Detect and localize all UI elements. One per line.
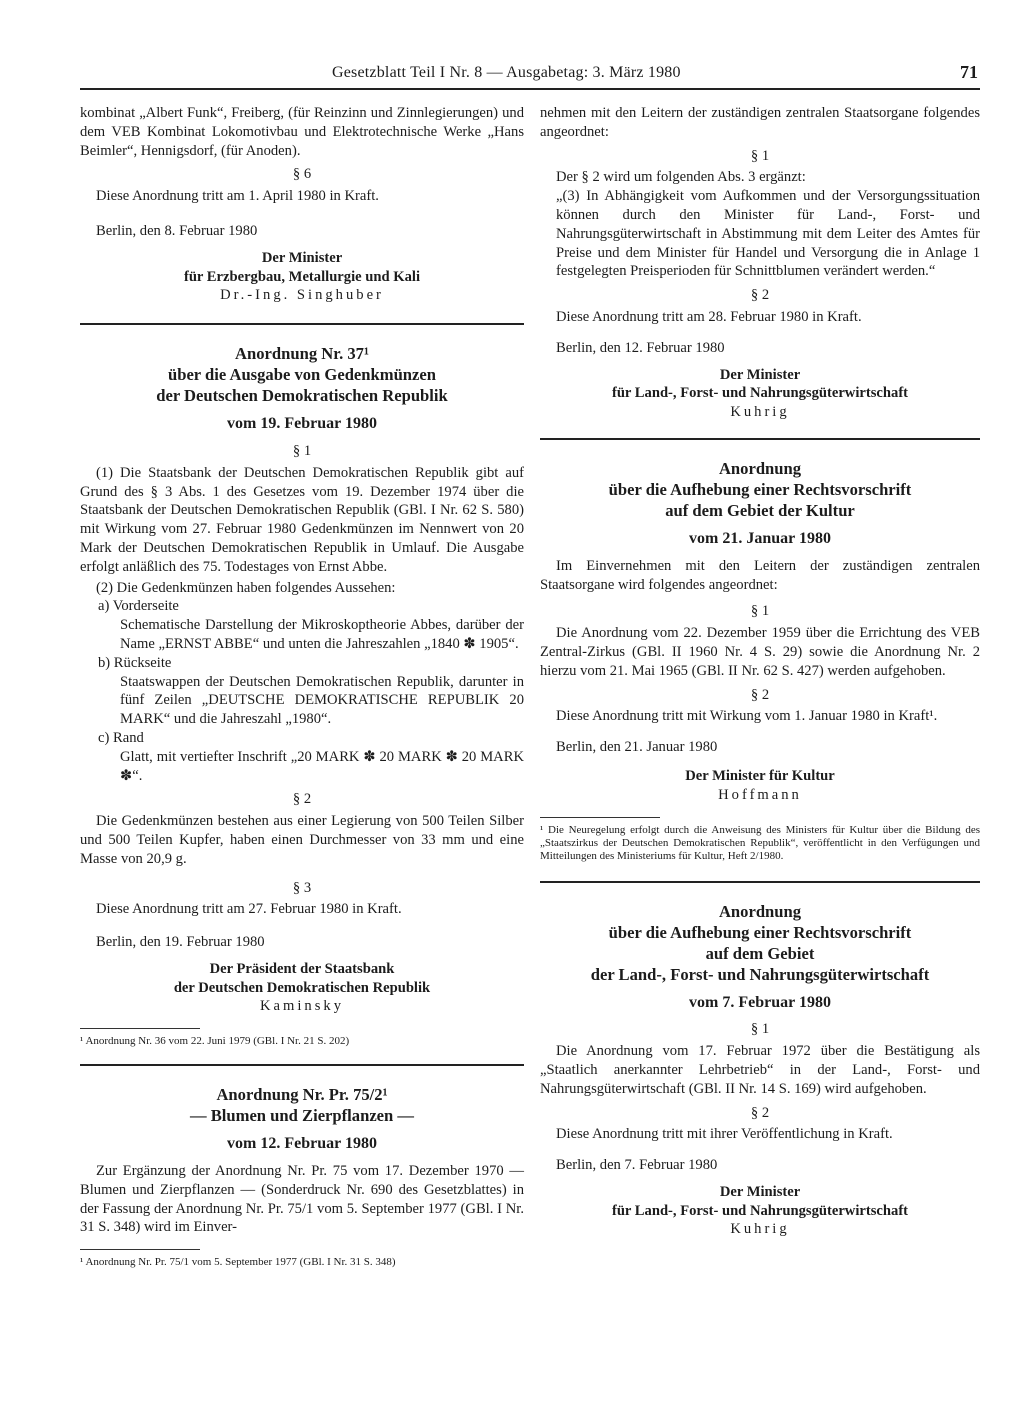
section-heading: § 2 bbox=[292, 791, 312, 808]
quoted-paragraph: „(3) In Abhängigkeit vom Aufkommen und der Versorgungssituation können durch den Minister für Land-, Forst- und Nahrungsgüterwirtschaft in Abstimmung mit dem Leiter des Amtes für Preise und dem Minister für Handel und Versorgung die in Anlage 1 festgelegten Preisperioden für Schnittblumen verändert werden.“ bbox=[556, 188, 980, 280]
section-heading: § 1 bbox=[750, 147, 770, 164]
footnote-rule bbox=[80, 1028, 200, 1029]
section-text: Diese Anordnung tritt mit ihrer Veröffentlichung in Kraft. bbox=[556, 1126, 893, 1143]
section-text: (2) Die Gedenkmünzen haben folgendes Aussehen: bbox=[96, 579, 396, 596]
section-heading: § 2 bbox=[750, 287, 770, 304]
section-text: Diese Anordnung tritt am 27. Februar 1980 in Kraft. bbox=[96, 901, 402, 918]
section-heading: § 1 bbox=[292, 442, 312, 459]
signer-name: Kuhrig bbox=[730, 404, 790, 421]
decree-title: auf dem Gebiet der Kultur bbox=[665, 500, 855, 520]
decree-date: vom 12. Februar 1980 bbox=[227, 1135, 377, 1153]
continuation-text: kombinat „Albert Funk“, Freiberg, (für Reinzinn und Zinnlegierungen) und dem VEB Kombinat Lokomotivbau und Elektrotechnische Werke „Hans Beimler“, Hennigsdorf, (für Anoden). bbox=[80, 105, 524, 159]
section-text: Die Anordnung vom 22. Dezember 1959 über die Errichtung des VEB Zentral-Zirkus (GBl. II 1960 Nr. 4 S. 29) sowie die Anordnung Nr. 2 hierzu vom 21. Mai 1965 (GBl. II Nr. 62 S. 427) werden aufgehoben. bbox=[540, 625, 980, 679]
section-divider bbox=[540, 881, 980, 883]
signature-title: Der Minister bbox=[719, 366, 801, 383]
list-text: Glatt, mit vertiefter Inschrift „20 MARK ✽ 20 MARK ✽ 20 MARK ✽“. bbox=[120, 748, 524, 784]
page-number: 71 bbox=[960, 62, 978, 82]
section-heading: § 6 bbox=[292, 166, 312, 183]
decree-37 bbox=[80, 343, 524, 1048]
continuation-text: nehmen mit den Leitern der zuständigen zentralen Staatsorgane folgendes angeordnet: bbox=[540, 105, 980, 140]
signer-name: Kaminsky bbox=[260, 998, 344, 1015]
decree-title: Anordnung Nr. Pr. 75/2¹ bbox=[216, 1085, 388, 1105]
list-text: Staatswappen der Deutschen Demokratischen Republik, darunter in fünf Zeilen „DEUTSCHE DEMOKRATISCHE REPUBLIK 20 MARK“ und die Jahreszahl „1980“. bbox=[120, 673, 524, 728]
section-text: Diese Anordnung tritt am 1. April 1980 in Kraft. bbox=[96, 188, 379, 205]
signature-title: Der Minister bbox=[719, 1183, 801, 1200]
section-heading: § 3 bbox=[292, 879, 312, 896]
decree-date: vom 7. Februar 1980 bbox=[689, 993, 831, 1011]
list-label: b) Rückseite bbox=[98, 654, 172, 671]
footnote: ¹ Die Neuregelung erfolgt durch die Anweisung des Ministers für Kultur über die Bildung des „Staatszirkus der Deutschen Demokratischen Republik“, veröffentlicht in den Verfügungen und Mitteilungen des Ministeriums für Kultur, Heft 2/1980. bbox=[540, 823, 980, 862]
section-heading: § 1 bbox=[750, 1021, 770, 1038]
decree-pr-75-2 bbox=[80, 1084, 524, 1269]
signature-title: für Land-, Forst- und Nahrungsgüterwirtschaft bbox=[611, 385, 909, 402]
decree-title: auf dem Gebiet bbox=[705, 943, 815, 963]
decree-title: über die Ausgabe von Gedenkmünzen bbox=[167, 365, 436, 385]
place-date: Berlin, den 7. Februar 1980 bbox=[556, 1157, 718, 1174]
decree-title: der Land-, Forst- und Nahrungsgüterwirtschaft bbox=[590, 964, 930, 984]
place-date: Berlin, den 12. Februar 1980 bbox=[556, 339, 725, 356]
section-divider bbox=[80, 323, 524, 325]
footnote: ¹ Anordnung Nr. Pr. 75/1 vom 5. September 1977 (GBl. I Nr. 31 S. 348) bbox=[80, 1256, 396, 1269]
page-header bbox=[80, 62, 980, 90]
footnote-rule bbox=[540, 817, 660, 818]
signature-title: Der Minister bbox=[261, 249, 343, 266]
signer-name: Hoffmann bbox=[718, 786, 802, 803]
section-text: Diese Anordnung tritt am 28. Februar 1980 in Kraft. bbox=[556, 308, 862, 325]
signature-title: der Deutschen Demokratischen Republik bbox=[173, 979, 431, 996]
footnote-rule bbox=[80, 1249, 200, 1250]
signer-name: Kuhrig bbox=[730, 1221, 790, 1238]
list-label: a) Vorderseite bbox=[98, 598, 179, 615]
list-label: c) Rand bbox=[98, 729, 144, 746]
decree-lehrbetrieb bbox=[540, 901, 980, 1240]
decree-title: der Deutschen Demokratischen Republik bbox=[156, 386, 448, 406]
section-text: (1) Die Staatsbank der Deutschen Demokratischen Republik gibt auf Grund des § 3 Abs. 1 des Gesetzes vom 19. Dezember 1974 über die Staatsbank der Deutschen Demokratischen Republik (GBl. I Nr. 62 S. 580) mit Wirkung vom 27. Februar 1980 Gedenkmünzen im Nennwert von 20 Mark der Deutschen Demokratischen Republik in Umlauf. Die Ausgabe erfolgt anläßlich des 75. Todestages von Ernst Abbe. bbox=[80, 464, 524, 575]
section-text: Zur Ergänzung der Anordnung Nr. Pr. 75 vom 17. Dezember 1970 — Blumen und Zierpflanzen — (Sonderdruck Nr. 690 des Gesetzblattes) in der Fassung der Anordnung Nr. Pr. 75/1 vom 5. September 1977 (GBl. I Nr. 31 S. 348) wird im Einver- bbox=[80, 1163, 524, 1236]
section-heading: § 2 bbox=[750, 686, 770, 703]
section-text: Die Gedenkmünzen bestehen aus einer Legierung von 500 Teilen Silber und 500 Teilen Kupfer, haben einen Durchmesser von 33 mm und eine Masse von 20,9 g. bbox=[80, 813, 524, 867]
footnote: ¹ Anordnung Nr. 36 vom 22. Juni 1979 (GBl. I Nr. 21 S. 202) bbox=[80, 1035, 350, 1048]
section-text: Im Einvernehmen mit den Leitern der zuständigen zentralen Staatsorgane wird folgendes angeordnet: bbox=[540, 557, 980, 593]
decree-title: Anordnung Nr. 37¹ bbox=[235, 344, 369, 364]
section-heading: § 1 bbox=[750, 603, 770, 620]
place-date: Berlin, den 8. Februar 1980 bbox=[96, 222, 258, 239]
decree-date: vom 19. Februar 1980 bbox=[227, 415, 377, 433]
section-text: Diese Anordnung tritt mit Wirkung vom 1. Januar 1980 in Kraft¹. bbox=[556, 708, 938, 725]
signer-name: Dr.-Ing. Singhuber bbox=[220, 287, 384, 304]
signature-title: Der Präsident der Staatsbank bbox=[209, 960, 395, 977]
decree-title: — Blumen und Zierpflanzen — bbox=[189, 1106, 415, 1126]
section-text: Die Anordnung vom 17. Februar 1972 über die Bestätigung als „Staatlich anerkannter Lehrbetrieb“ in der Land-, Forst- und Nahrungsgüterwirtschaft (GBl. II Nr. 14 S. 169) wird aufgehoben. bbox=[540, 1043, 980, 1097]
section-heading: § 2 bbox=[750, 1104, 770, 1121]
section-divider bbox=[80, 1064, 524, 1066]
decree-title: über die Aufhebung einer Rechtsvorschrift bbox=[608, 479, 912, 499]
header-title: Gesetzblatt Teil I Nr. 8 — Ausgabetag: 3. März 1980 bbox=[332, 64, 681, 81]
decree-title: über die Aufhebung einer Rechtsvorschrift bbox=[608, 922, 912, 942]
decree-title: Anordnung bbox=[718, 458, 802, 478]
decree-date: vom 21. Januar 1980 bbox=[689, 529, 831, 547]
list-text: Schematische Darstellung der Mikroskoptheorie Abbes, darüber der Name „ERNST ABBE“ und unten die Jahreszahlen „1840 ✽ 1905“. bbox=[120, 617, 524, 652]
decree-title: Anordnung bbox=[718, 901, 802, 921]
right-column bbox=[540, 104, 980, 1239]
signature-title: Der Minister für Kultur bbox=[685, 767, 835, 784]
section-divider bbox=[540, 438, 980, 440]
section-text: Der § 2 wird um folgenden Abs. 3 ergänzt: bbox=[556, 169, 806, 186]
signature-title: für Land-, Forst- und Nahrungsgüterwirtschaft bbox=[611, 1202, 909, 1219]
place-date: Berlin, den 21. Januar 1980 bbox=[556, 739, 718, 756]
decree-kultur bbox=[540, 458, 980, 863]
left-column bbox=[80, 104, 524, 1269]
signature-title: für Erzbergbau, Metallurgie und Kali bbox=[183, 268, 421, 285]
place-date: Berlin, den 19. Februar 1980 bbox=[96, 934, 265, 951]
